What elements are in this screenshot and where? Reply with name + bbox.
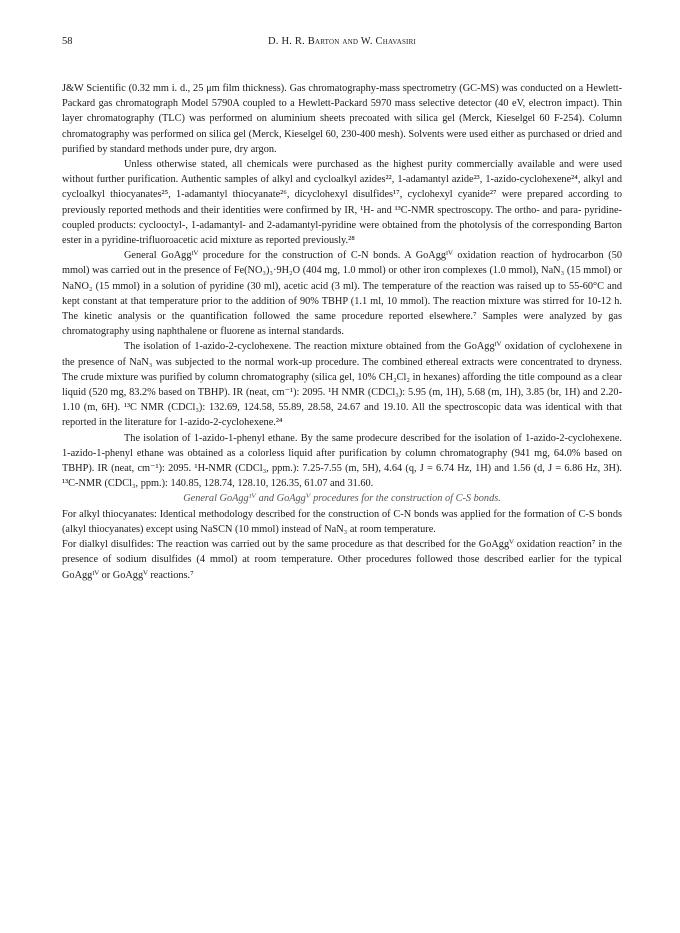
page-number: 58 <box>62 36 73 47</box>
paragraph-chemicals: Unless otherwise stated, all chemicals were purchased as the highest purity commercially available and were used without further purification. Authentic samples of alkyl and cycloalkyl azides²², 1-adamantyl azide²³, 1-azido-cyclohexene²⁴, alkyl and cycloalkyl thiocyanates²⁵, 1-adamantyl thiocyanate²⁶, dicyclohexyl disulfides¹⁷, cyclohexyl cyanide²⁷ were prepared according to previously reported methods and their identities were confirmed by IR, ¹H- and ¹³C-NMR spectroscopy. The ortho- and para- pyridine-coupled products: cyclooctyl-, 1-adamantyl- and 2-adamantyl-pyridine were obtained from the photolysis of the corresponding Barton ester in a pyridine-trifluoroacetic acid mixture as reported previously.²⁸ <box>62 159 622 247</box>
paragraph-instruments: J&W Scientific (0.32 mm i. d., 25 μm film thickness). Gas chromatography-mass spectrometry (GC-MS) was conducted on a Hewlett-Packard gas chromatograph Model 5790A coupled to a Hewlett-Packard 5970 mass selective detector (40 eV, electron impact). Thin layer chromatography (TLC) was performed on aluminium sheets precoated with silica gel (Merck, Kieselgel 60 F-254). Column chromatography was performed on silica gel (Merck, Kieselgel 60, 230-400 mesh). Solvents were used either as purchased or dried and purified by standard methods under pure, dry argon. <box>62 83 622 155</box>
article-body <box>62 81 622 583</box>
running-head <box>62 36 622 47</box>
paragraph-general-cn: General GoAggᴵⱽ procedure for the construction of C-N bonds. A GoAggᴵⱽ oxidation reaction of hydrocarbon (50 mmol) was carried out in the presence of Fe(NO₃)₃·9H₂O (404 mg, 1.0 mmol) or other iron complexes (1.0 mmol), NaN₃ (15 mmol) or NaNO₂ (15 mmol) in a solution of pyridine (30 ml), acetic acid (3 ml). The temperature of the reaction was raised up to 55-60°C and kept constant at that temperature prior to the addition of 90% TBHP (1.1 ml, 10 mmol). The reaction mixture was stirred for 10-12 h. The kinetic analysis or the quantification followed the same procedure reported elsewhere.⁷ Samples were analyzed by gas chromatography using naphthalene or fluorene as internal standards. <box>62 250 622 338</box>
page-header <box>62 36 622 52</box>
paragraph-azido-cyclohexene: The isolation of 1-azido-2-cyclohexene. The reaction mixture obtained from the GoAggᴵⱽ oxidation of cyclohexene in the presence of NaN₃ was subjected to the normal work-up procedure. The combined ethereal extracts were concentrated to dryness. The crude mixture was purified by column chromatography (silica gel, 10% CH₂Cl₂ in hexanes) affording the title compound as a clear liquid (520 mg, 83.2% based on TBHP). IR (neat, cm⁻¹): 2095. ¹H NMR (CDCl₃): 5.95 (m, 1H), 5.68 (m, 1H), 3.85 (br, 1H) and 2.20-1.10 (m, 6H). ¹³C NMR (CDCl₃): 132.69, 124.58, 55.89, 28.58, 24.67 and 19.10. All the spectroscopic data was identical with that reported in the literature for 1-azido-2-cyclohexene.²⁴ <box>62 341 622 429</box>
paragraph-dialkyl-disulfides: For dialkyl disulfides: The reaction was carried out by the same procedure as that described for the GoAggⱽ oxidation reaction⁷ in the presence of sodium disulfides (4 mmol) at room temperature. Other procedures followed those described earlier for the typical GoAggᴵⱽ or GoAggⱽ reactions.⁷ <box>62 539 622 581</box>
running-head-text: D. H. R. Barton and W. Chavasiri <box>268 36 416 47</box>
paragraph-azido-phenylethane: The isolation of 1-azido-1-phenyl ethane. By the same prodecure described for the isolation of 1-azido-2-cyclohexene. 1-azido-1-phenyl ethane was obtained as a colorless liquid after purification by column chromatography (941 mg, 64.0% based on TBHP). IR (neat, cm⁻¹): 2095. ¹H-NMR (CDCl₃, ppm.): 7.25-7.55 (m, 5H), 4.64 (q, J = 6.74 Hz, 1H) and 1.56 (d, J = 6.86 Hz, 3H). ¹³C-NMR (CDCl₃, ppm.): 140.85, 128.74, 128.10, 126.35, 61.07 and 31.60. <box>62 432 622 490</box>
section-heading-cs-bonds: General GoAggᴵⱽ and GoAggⱽ procedures for the construction of C-S bonds. <box>183 493 501 505</box>
paragraph-alkyl-thiocyanates: For alkyl thiocyanates: Identical methodology described for the construction of C-N bonds was applied for the formation of C-S bonds (alkyl thiocyanates) except using NaSCN (10 mmol) instead of NaN₃ at room temperature. <box>62 508 622 535</box>
